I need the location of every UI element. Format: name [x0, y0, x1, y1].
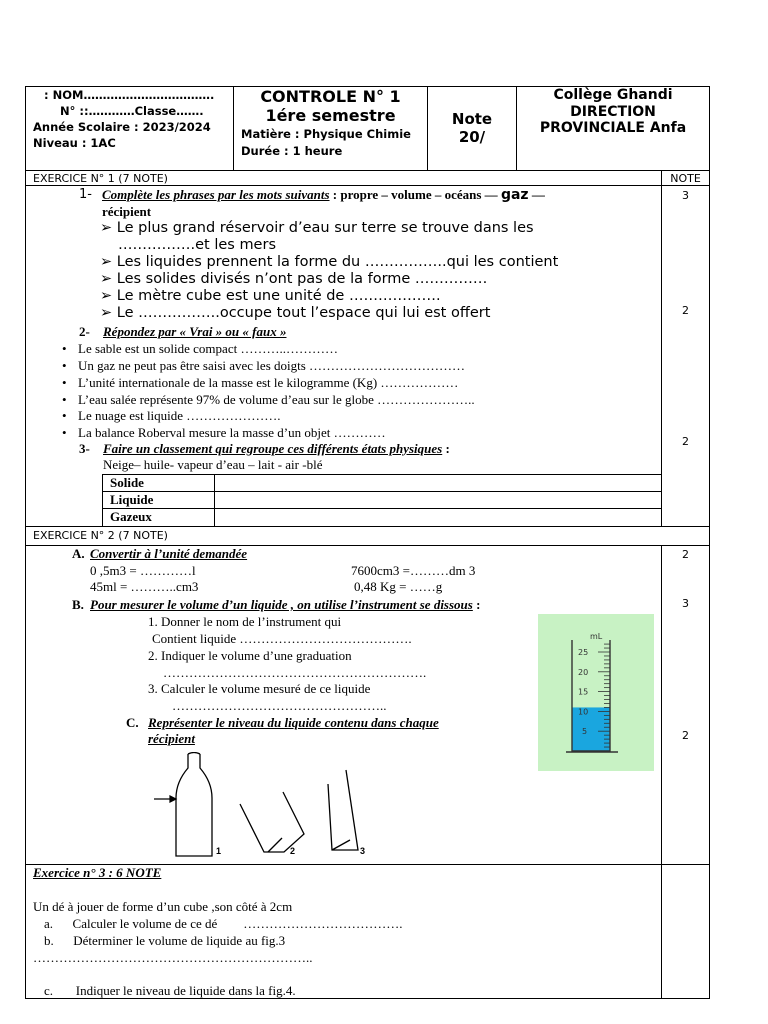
q1-word-recipient: récipient: [102, 204, 152, 219]
section-a-instruction: Convertir à l’unité demandée: [90, 546, 248, 561]
gas-answer-cell[interactable]: [215, 509, 660, 525]
conversion-3: 45ml = ………..cm3: [90, 579, 199, 594]
q1-dash: —: [531, 187, 545, 202]
note-c: 2: [682, 729, 689, 742]
tick-label: 15: [578, 687, 589, 697]
arrow-bullet-icon: ➢: [100, 288, 117, 304]
row-label-gas: Gazeux: [110, 509, 152, 524]
note-column-header: NOTE: [670, 172, 701, 185]
tick-label: 25: [578, 648, 589, 657]
q2-instruction: Répondez par « Vrai » ou « faux »: [103, 324, 287, 339]
b-question-3-answer: …………………………………………..: [172, 698, 387, 713]
direction: DIRECTION: [570, 103, 656, 120]
row-label-liquid: Liquide: [110, 492, 154, 507]
graduated-cylinder-svg: [538, 614, 654, 771]
name-field: : NOM…………………………….: [44, 88, 215, 102]
bullet-icon: •: [62, 408, 67, 423]
bottle-vessel: [176, 753, 212, 857]
q1-instruction: Complète les phrases par les mots suivants: [102, 187, 330, 202]
vessels-figure: [150, 752, 380, 860]
arrow-bullet-icon: ➢: [100, 254, 117, 270]
section-c-instruction: Représenter le niveau du liquide contenu dans chaque: [148, 715, 439, 730]
q1-word-list: : propre – volume – océans —: [332, 187, 498, 202]
exercise3-answer-line: ………………………………………………………..: [33, 950, 313, 965]
q2-item: • Le nuage est liquide ………………….: [62, 408, 281, 423]
tick-label: 5: [582, 727, 588, 737]
vessel-label-1: 1: [216, 846, 222, 856]
exercise1-title: EXERCICE N° 1 (7 NOTE): [33, 172, 168, 185]
q1-number: 1-: [79, 187, 92, 202]
q3-word-list: Neige– huile- vapeur d’eau – lait - air -blé: [103, 457, 323, 472]
b-question-2-answer: …………………………………………………….: [163, 665, 427, 680]
number-class-field: N° ::…………Classe…….: [60, 104, 204, 118]
section-c-instruction-cont: récipient: [148, 731, 195, 746]
q2-number: 2-: [79, 324, 90, 339]
q1-item: ➢ Le ……………..occupe tout l’espace qui lui est offert: [100, 305, 491, 321]
duration: Durée : 1 heure: [241, 144, 343, 158]
conversion-4: 0,48 Kg = ……g: [354, 579, 443, 594]
bullet-icon: •: [62, 341, 67, 356]
graduated-cylinder-figure: [538, 614, 654, 771]
arrow-bullet-icon: ➢: [100, 220, 117, 236]
tick-label: 20: [578, 667, 589, 677]
level: Niveau : 1AC: [33, 136, 116, 150]
tilted-vessel-2: [240, 792, 304, 852]
q1-instruction-line: [102, 187, 545, 203]
section-c-label: C.: [126, 715, 139, 730]
bullet-icon: •: [62, 358, 67, 373]
section-a-label: A.: [72, 546, 85, 561]
q1-item: ➢ Les solides divisés n’ont pas de la forme ……………: [100, 271, 488, 287]
q3-instruction: Faire un classement qui regroupe ces différents états physiques: [103, 441, 443, 456]
b-question-1-answer: Contient liquide ………………………………….: [152, 631, 412, 646]
b-question-2: 2. Indiquer le volume d’une graduation: [148, 648, 352, 663]
vessel-label-2: 2: [290, 846, 296, 856]
liquid-answer-cell[interactable]: [215, 492, 660, 508]
school-year: Année Scolaire : 2023/2024: [33, 120, 211, 134]
note-a: 2: [682, 548, 689, 561]
subject: Matière : Physique Chimie: [241, 127, 411, 141]
unit-label: mL: [590, 632, 603, 641]
arrow-icon: [154, 796, 176, 802]
note-value: 20/: [458, 128, 486, 146]
note-label: Note: [451, 110, 493, 128]
conversion-2: 7600cm3 =………dm 3: [351, 563, 476, 578]
tilted-vessel-3: [328, 770, 358, 850]
q2-item: • La balance Roberval mesure la masse d’un objet …………: [62, 425, 386, 440]
q1-item: ➢ Le plus grand réservoir d’eau sur terre se trouve dans les: [100, 220, 534, 236]
arrow-bullet-icon: ➢: [100, 305, 117, 321]
q1-word-gaz: gaz: [500, 187, 529, 203]
q2-item: • L’unité internationale de la masse est le kilogramme (Kg) ………………: [62, 375, 459, 390]
bullet-icon: •: [62, 425, 67, 440]
q1-item-continuation: …………….et les mers: [118, 237, 276, 253]
college-name: Collège Ghandi: [553, 87, 673, 103]
exercise3-question-a: a. Calculer le volume de ce dé ……………………………….: [44, 916, 403, 931]
exercise3-question-b: b. Déterminer le volume de liquide au fig.3: [44, 933, 286, 948]
bullet-icon: •: [62, 392, 67, 407]
section-b-instruction-line: Pour mesurer le volume d’un liquide , on utilise l’instrument se dissous :: [90, 597, 481, 612]
b-question-3: 3. Calculer le volume mesuré de ce liquide: [148, 681, 371, 696]
note-q2: 2: [682, 304, 689, 317]
exercise2-title: EXERCICE N° 2 (7 NOTE): [33, 529, 168, 542]
note-q3: 2: [682, 435, 689, 448]
b-question-1: 1. Donner le nom de l’instrument qui: [148, 614, 342, 629]
province: PROVINCIALE Anfa: [539, 120, 687, 136]
exercise3-intro: Un dé à jouer de forme d’un cube ,son côté à 2cm: [33, 899, 293, 914]
q1-item: ➢ Les liquides prennent la forme du ……………..qui les contient: [100, 254, 559, 270]
exercise3-question-c: c. Indiquer le niveau de liquide dans la fig.4.: [44, 983, 296, 998]
q2-item: • Un gaz ne peut pas être saisi avec les doigts ………………………………: [62, 358, 466, 373]
semester: 1ére semestre: [265, 106, 396, 125]
q3-instruction-line: Faire un classement qui regroupe ces différents états physiques :: [103, 441, 450, 456]
bullet-icon: •: [62, 375, 67, 390]
q2-item: • L’eau salée représente 97% de volume d’eau sur le globe …………………..: [62, 392, 475, 407]
exercise3-title: Exercice n° 3 : 6 NOTE: [33, 865, 162, 880]
q2-item: • Le sable est un solide compact ………..…………: [62, 341, 338, 356]
tick-label: 10: [578, 707, 589, 717]
q3-number: 3-: [79, 441, 90, 456]
vessel-label-3: 3: [360, 846, 366, 856]
arrow-bullet-icon: ➢: [100, 271, 117, 287]
section-b-label: B.: [72, 597, 84, 612]
row-label-solid: Solide: [110, 475, 144, 490]
q1-item: ➢ Le mètre cube est une unité de ……………….: [100, 288, 441, 304]
conversion-1: 0 ,5m3 = …………l: [90, 563, 196, 578]
note-q1: 3: [682, 189, 689, 202]
exam-title: CONTROLE N° 1: [260, 87, 401, 106]
note-b: 3: [682, 597, 689, 610]
solid-answer-cell[interactable]: [215, 475, 660, 491]
section-b-instruction: Pour mesurer le volume d’un liquide , on utilise l’instrument se dissous: [90, 597, 473, 612]
